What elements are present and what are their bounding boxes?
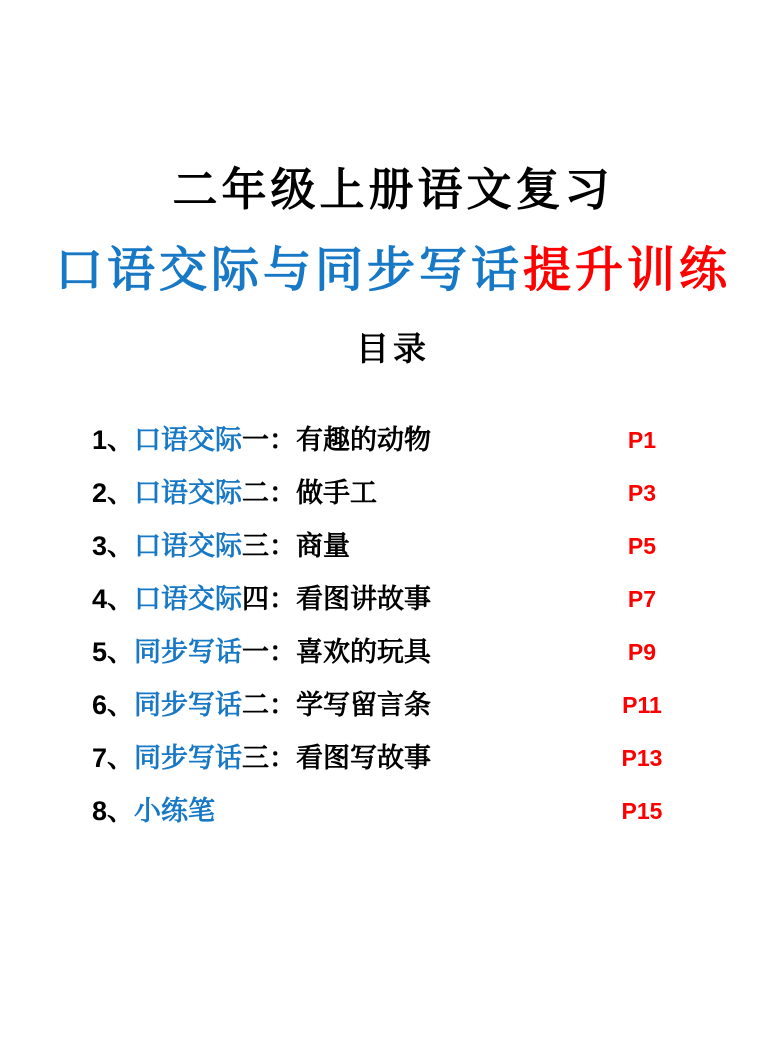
subtitle-red-segment: 提升训练 xyxy=(523,244,732,297)
toc-entry-label xyxy=(92,636,612,668)
toc-entry-section: 口语交际 xyxy=(134,425,243,455)
toc-entry xyxy=(92,583,672,615)
subtitle-blue-segment: 口语交际与同步写话 xyxy=(54,244,523,297)
toc-entry xyxy=(92,424,672,456)
toc-entry-number: 2、 xyxy=(92,478,135,508)
toc-entry-label xyxy=(92,583,612,615)
toc-entry-pagenum: P1 xyxy=(627,427,657,453)
toc-entry-section: 同步写话 xyxy=(134,690,243,720)
page-subtitle xyxy=(10,243,766,298)
toc-entry-rest: 三：商量 xyxy=(242,531,351,561)
page-title: 二年级上册语文复习 xyxy=(172,164,614,215)
toc-entry-number: 4、 xyxy=(92,584,135,614)
toc-entry-label xyxy=(92,530,612,562)
toc-entry-pagenum: P5 xyxy=(627,533,657,559)
toc-entry-section: 同步写话 xyxy=(134,637,243,667)
toc-entry xyxy=(92,636,672,668)
toc-entry-rest: 四：看图讲故事 xyxy=(242,584,432,614)
toc-entry-section: 口语交际 xyxy=(134,478,243,508)
toc-entry xyxy=(92,689,672,721)
toc-entry-rest: 三：看图写故事 xyxy=(242,743,432,773)
toc-entry-label xyxy=(92,424,612,456)
toc-entry-label xyxy=(92,477,612,509)
toc-entry-number: 3、 xyxy=(92,531,135,561)
toc-entry-section: 口语交际 xyxy=(134,531,243,561)
toc-entry-section: 同步写话 xyxy=(134,743,243,773)
toc-entry-pagenum: P9 xyxy=(627,639,657,665)
toc-heading: 目录 xyxy=(356,330,430,367)
toc-entry-number: 7、 xyxy=(92,743,135,773)
toc-entry-label xyxy=(92,742,612,774)
toc-entry-number: 6、 xyxy=(92,690,135,720)
toc-entry-number: 1、 xyxy=(92,425,135,455)
toc-entry-label xyxy=(92,795,612,827)
toc-entry xyxy=(92,795,672,827)
toc-entry-pagenum: P15 xyxy=(621,798,663,824)
toc-entry-label xyxy=(92,689,612,721)
toc-entry-section: 小练笔 xyxy=(134,796,216,826)
toc-entry-number: 8、 xyxy=(92,796,135,826)
toc-entry-rest: 一：有趣的动物 xyxy=(242,425,432,455)
toc-entry xyxy=(92,477,672,509)
toc-entry-pagenum: P3 xyxy=(627,480,657,506)
toc-entry-number: 5、 xyxy=(92,637,135,667)
toc-entry-pagenum: P11 xyxy=(622,692,662,718)
toc-entry-pagenum: P7 xyxy=(627,586,657,612)
toc-entry-rest: 一：喜欢的玩具 xyxy=(242,637,432,667)
toc-entry-pagenum: P13 xyxy=(621,745,663,771)
toc-list xyxy=(92,424,672,848)
toc-entry-rest: 二：做手工 xyxy=(242,478,378,508)
toc-entry-section: 口语交际 xyxy=(134,584,243,614)
toc-entry-rest: 二：学写留言条 xyxy=(242,690,432,720)
toc-entry xyxy=(92,742,672,774)
toc-entry xyxy=(92,530,672,562)
